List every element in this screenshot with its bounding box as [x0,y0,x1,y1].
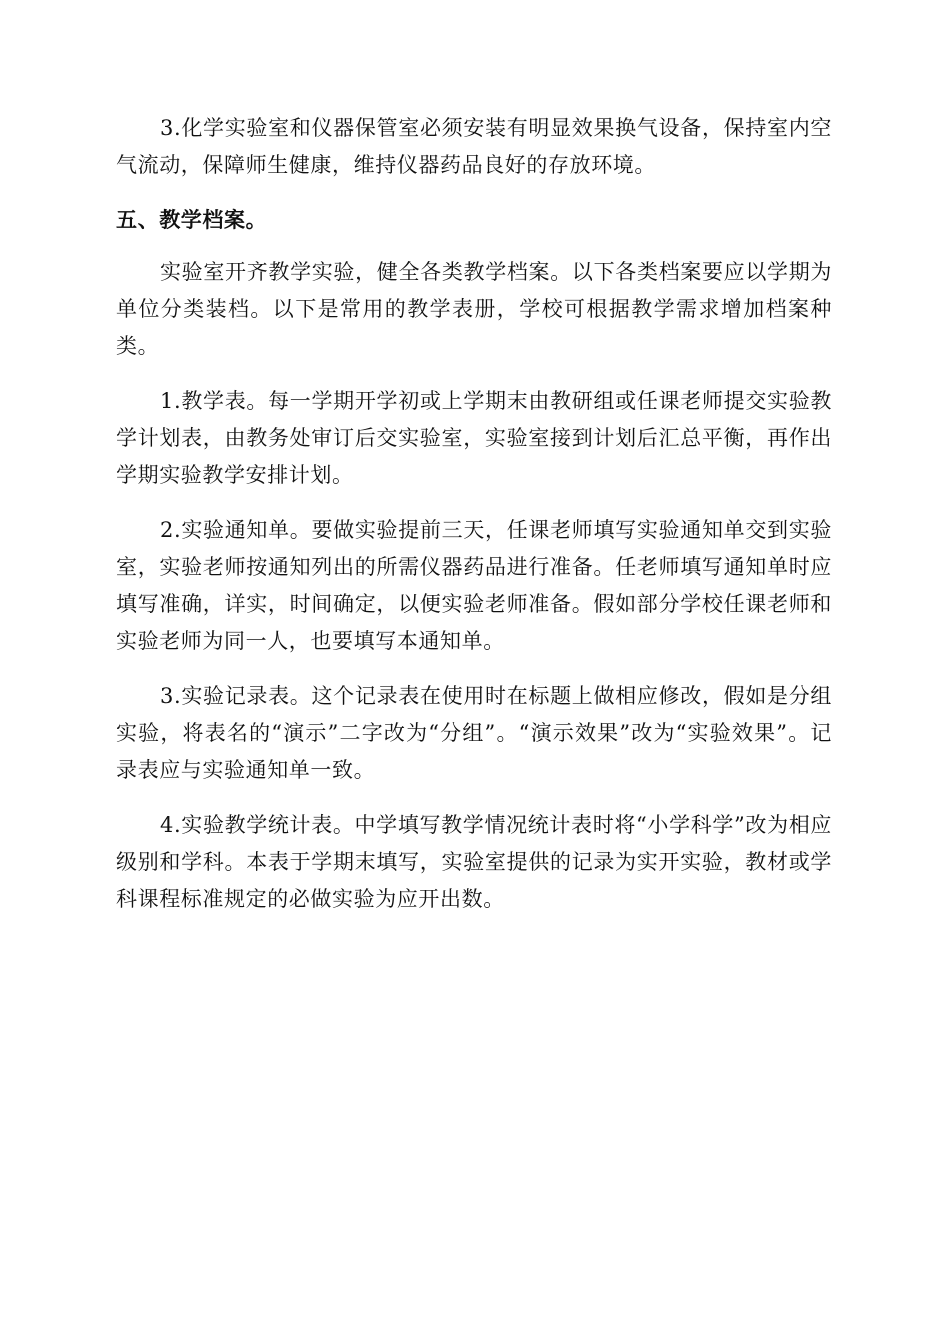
paragraph-experiment-record: 3.实验记录表。这个记录表在使用时在标题上做相应修改，假如是分组实验，将表名的“演示”二字改为“分组”。“演示效果”改为“实验效果”。记录表应与实验通知单一致。 [116,684,832,782]
section-heading-teaching-archives: 五、教学档案。 [116,208,268,232]
paragraph-statistics-table: 4.实验教学统计表。中学填写教学情况统计表时将“小学科学”改为相应级别和学科。本表于学期末填写，实验室提供的记录为实开实验，教材或学科课程标准规定的必做实验为应开出数。 [116,813,832,911]
paragraph-teaching-table: 1.教学表。每一学期开学初或上学期末由教研组或任课老师提交实验教学计划表，由教务处审订后交实验室，实验室接到计划后汇总平衡，再作出学期实验教学安排计划。 [116,389,832,487]
paragraph-archives-intro: 实验室开齐教学实验，健全各类教学档案。以下各类档案要应以学期为单位分类装档。以下是常用的教学表册，学校可根据教学需求增加档案种类。 [116,260,832,358]
paragraph-experiment-notice: 2.实验通知单。要做实验提前三天，任课老师填写实验通知单交到实验室，实验老师按通知列出的所需仪器药品进行准备。任老师填写通知单时应填写准确，详实，时间确定，以便实验老师准备。假如部分学校任课老师和实验老师为同一人，也要填写本通知单。 [116,518,832,653]
paragraph-ventilation-requirement: 3.化学实验室和仪器保管室必须安装有明显效果换气设备，保持室内空气流动，保障师生健康，维持仪器药品良好的存放环境。 [116,116,832,177]
document-body [116,110,832,936]
